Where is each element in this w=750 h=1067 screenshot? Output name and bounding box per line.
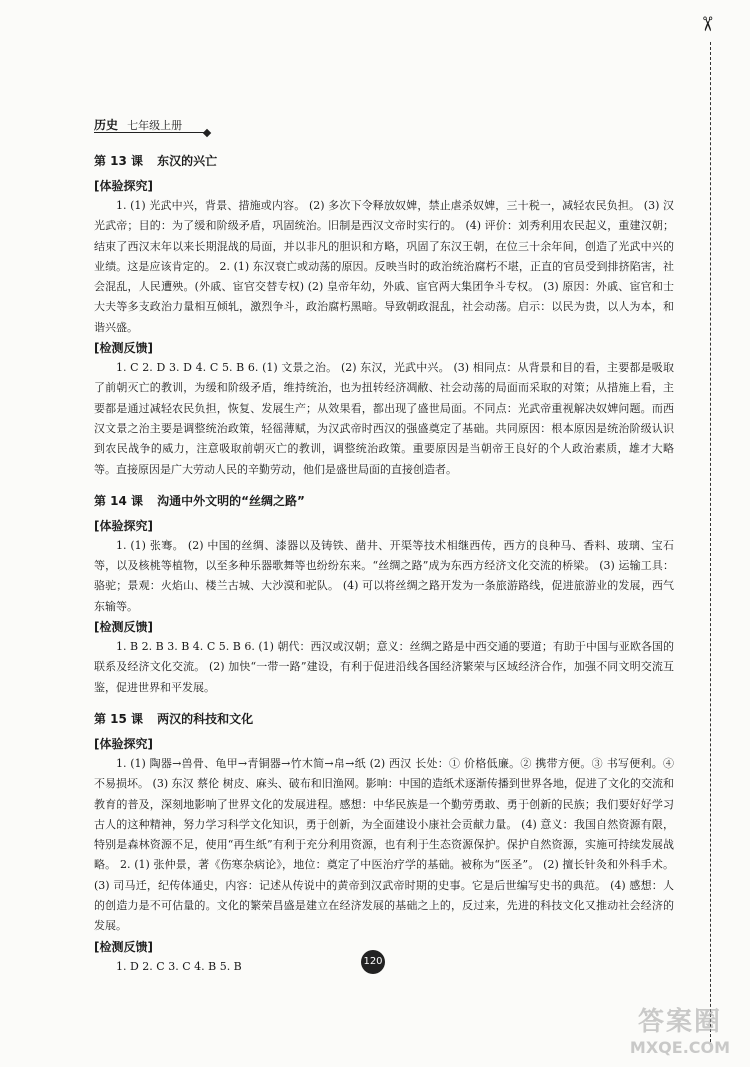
answer-content — [94, 150, 674, 977]
explore-answers: 1. (1) 陶器→兽骨、龟甲→青铜器→竹木简→帛→纸 (2) 西汉 长处：① 价格低廉。② 携带方便。③ 书写便利。④ 不易损坏。 (3) 东汉 蔡伦 树皮、麻头、破布和旧渔网。影响：中国的造纸术逐渐传播到世界各地，促进了文化的交流和教育的普及，深刻地影响了世界文化的发展进程。感想：中华民族是一个勤劳勇敢、勇于创新的民族；我们要好好学习古人的这种精神，努力学习科学文化知识，勇于创新，为全面建设小康社会贡献力量。 (4) 意义：我国自然资源有限，特别是森林资源不足，使用“再生纸”有利于充分利用资源，也有利于生态资源保护。保护自然资源，实施可持续发展战略。 2. (1) 张仲景，著《伤寒杂病论》，地位：奠定了中医治疗学的基础。被称为“医圣”。 (2) 擅长针灸和外科手术。 (3) 司马迁，纪传体通史，内容：记述从传说中的黄帝到汉武帝时期的史事。它是后世编写史书的典范。 (4) 感想：人的创造力是不可估量的。文化的繁荣昌盛是建立在经济发展的基础之上的，反过来，先进的科技文化又推动社会经济的发展。 — [94, 756, 674, 933]
lesson-14 — [94, 490, 674, 698]
lesson-number: 第 15 课 — [94, 711, 144, 726]
explore-answers: 1. (1) 张骞。 (2) 中国的丝绸、漆器以及铸铁、凿井、开渠等技术相继西传，西方的良种马、香料、玻璃、宝石等，以及核桃等植物，以至多种乐器歌舞等也纷纷东来。“丝绸之路”成为东西方经济文化交流的桥梁。 (3) 运输工具：骆驼；景观：火焰山、楼兰古城、大沙漠和驼队。 (4) 可以将丝绸之路开发为一条旅游路线，促进旅游业的发展，西气东输等。 — [94, 538, 674, 613]
lesson-title — [94, 490, 674, 512]
feedback-answers: 1. C 2. D 3. D 4. C 5. B 6. (1) 文景之治。 (2) 东汉，光武中兴。 (3) 相同点：从背景和目的看，主要都是吸取了前朝灭亡的教训，为缓和阶级矛盾，维持统治，也为扭转经济凋敝、社会动荡的局面而采取的对策；从措施上看，主要都是通过减轻农民负担，恢复、发展生产；从效果看，都出现了盛世局面。不同点：光武帝重视解决奴婢问题。而西汉文景之治主要是调整统治政策，轻徭薄赋，为汉武帝时西汉的强盛奠定了基础。共同原因：根本原因是统治阶级认识到农民战争的威力，注意吸取前朝灭亡的教训，调整统治政策。重要原因是当朝帝王良好的个人政治素质，雄才大略等。直接原因是广大劳动人民的辛勤劳动，他们是盛世局面的直接创造者。 — [94, 361, 674, 476]
lesson-15 — [94, 708, 674, 977]
feedback-heading: [检测反馈] — [94, 620, 153, 635]
explore-heading: [体验探究] — [94, 179, 153, 193]
lesson-name: 沟通中外文明的“丝绸之路” — [157, 493, 305, 508]
feedback-heading: [检测反馈] — [94, 341, 153, 356]
feedback-answers: 1. B 2. B 3. B 4. C 5. B 6. (1) 朝代：西汉或汉朝；意义：丝绸之路是中西交通的要道；有助于中国与亚欧各国的联系及经济文化交流。 (2) 加快“一带一路”建设，有利于促进沿线各国经济繁荣与区域经济合作，加强不同文明交流互鉴，促进世界和平发展。 — [94, 640, 674, 694]
header-grade: 七年级上册 — [127, 119, 183, 132]
lesson-name: 东汉的兴亡 — [157, 154, 218, 168]
lesson-title — [94, 708, 674, 730]
running-header — [94, 114, 204, 133]
lesson-name: 两汉的科技和文化 — [157, 711, 254, 726]
watermark-text: 答案圈 — [637, 1007, 722, 1037]
watermark-logo — [612, 1006, 748, 1060]
lesson-13 — [94, 150, 674, 480]
lesson-number: 第 13 课 — [94, 154, 144, 168]
watermark-url: MXQE.COM — [629, 1038, 731, 1057]
scissors-icon: ✂ — [695, 15, 720, 33]
diamond-icon — [203, 129, 211, 137]
feedback-heading: [检测反馈] — [94, 939, 153, 954]
lesson-number: 第 14 课 — [94, 493, 144, 508]
explore-answers: 1. (1) 光武中兴，背景、措施或内容。 (2) 多次下令释放奴婢，禁止虐杀奴婢，三十税一，减轻农民负担。 (3) 汉光武帝；目的：为了缓和阶级矛盾，巩固统治。旧制是西汉文帝时实行的。 (4) 评价：刘秀利用农民起义，重建汉朝；结束了西汉末年以来长期混战的局面，并以非凡的胆识和方略，巩固了东汉王朝，在位三十余年间，创造了光武中兴的业绩。这是应该肯定的。 2. (1) 东汉衰亡或动荡的原因。反映当时的政治统治腐朽不堪，正直的官员受到排挤陷害，社会混乱，人民遭殃。(外戚、宦官交替专权) (2) 皇帝年幼，外戚、宦官两大集团争斗专权。 (3) 原因：外戚、宦官和士大夫等多支政治力量相互倾轧，激烈争斗，政治腐朽黑暗。导致朝政混乱，社会动荡。启示：以民为贵，以人为本，和谐兴盛。 — [94, 199, 674, 334]
lesson-title — [94, 150, 674, 172]
explore-heading: [体验探究] — [94, 736, 153, 751]
explore-heading: [体验探究] — [94, 518, 153, 533]
feedback-answers: 1. D 2. C 3. C 4. B 5. B — [116, 959, 242, 973]
header-subject: 历史 — [94, 118, 119, 132]
cut-line — [710, 42, 711, 1042]
page-number: 120 — [361, 950, 385, 974]
